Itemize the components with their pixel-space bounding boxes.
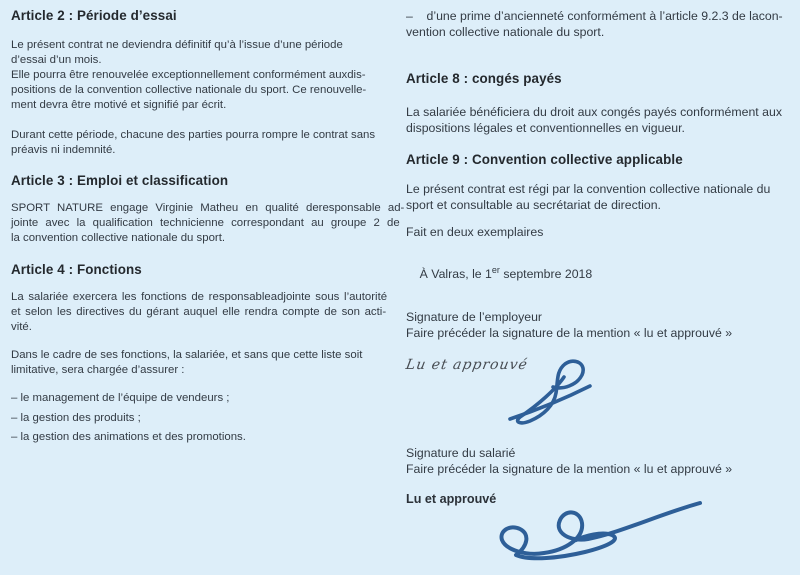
employee-signature-zone xyxy=(406,491,796,575)
article-3-heading: Article 3 : Emploi et classification xyxy=(11,173,229,188)
article-4-paragraph-1: La salariée exercera les fonctions de responsableadjointe sous l’autorité et selon les directives du gérant auquel elle rendra compte de son acti- vité. xyxy=(11,291,388,333)
employee-signature xyxy=(488,489,706,571)
article-4-paragraph-2: Dans le cadre de ses fonctions, la salariée, et sans que cette liste soit limitative, sera chargée d’assurer : xyxy=(11,349,363,376)
article-9-heading: Article 9 : Convention collective applicable xyxy=(406,152,683,167)
article-3-paragraph: SPORT NATURE engage Virginie Matheu en qualité deresponsable ad- jointe avec la qualification technicienne correspondant au groupe 2 de la convention collective nationale du sport. xyxy=(11,202,405,244)
right-column xyxy=(406,8,796,575)
article-8-paragraph: La salariée bénéficiera du droit aux congés payés conformément aux dispositions légales et conventionnelles en vigueur. xyxy=(406,105,782,135)
employer-lu-et-approuve-script: Lu et approuvé xyxy=(404,357,530,374)
article-9-paragraph: Le présent contrat est régi par la convention collective nationale du sport et consultable au secrétariat de direction. xyxy=(406,182,771,212)
date-ordinal-superscript: er xyxy=(491,265,500,275)
employer-signature-zone xyxy=(406,357,796,445)
date-line xyxy=(406,246,796,298)
article-4-heading: Article 4 : Fonctions xyxy=(11,262,142,277)
article-2-heading: Article 2 : Période d’essai xyxy=(11,8,177,23)
employer-signature xyxy=(504,359,596,427)
article-4-duties-list: – le management de l’équipe de vendeurs ; – la gestion des produits ; – la gestion des animations et des promotions. xyxy=(11,392,246,443)
copies-line: Fait en deux exemplaires xyxy=(406,225,544,239)
employee-signature-label: Signature du salarié Faire précéder la signature de la mention « lu et approuvé » xyxy=(406,446,733,477)
article-8-heading: Article 8 : congés payés xyxy=(406,71,562,86)
article-2-paragraph-2: Durant cette période, chacune des parties pourra rompre le contrat sans préavis ni indemnité. xyxy=(11,129,376,156)
date-suffix: septembre 2018 xyxy=(499,267,593,282)
article-7-continuation: – d’une prime d’ancienneté conformément à l’article 9.2.3 de lacon- vention collective nationale du sport. xyxy=(406,9,783,39)
date-prefix: À Valras, le 1 xyxy=(419,267,492,282)
left-column xyxy=(11,8,405,448)
article-2-paragraph-1: Le présent contrat ne deviendra définitif qu’à l’issue d’une période d’essai d’un mois. Elle pourra être renouvelée exceptionnellement conformément auxdis- positions de la convention collective nationale du sport. Ce renouvelle- ment devra être motivé et signifié par écrit. xyxy=(11,39,367,111)
employee-lu-et-approuve-bold: Lu et approuvé xyxy=(406,492,497,507)
employer-signature-label: Signature de l’employeur Faire précéder la signature de la mention « lu et approuvé » xyxy=(406,310,733,341)
